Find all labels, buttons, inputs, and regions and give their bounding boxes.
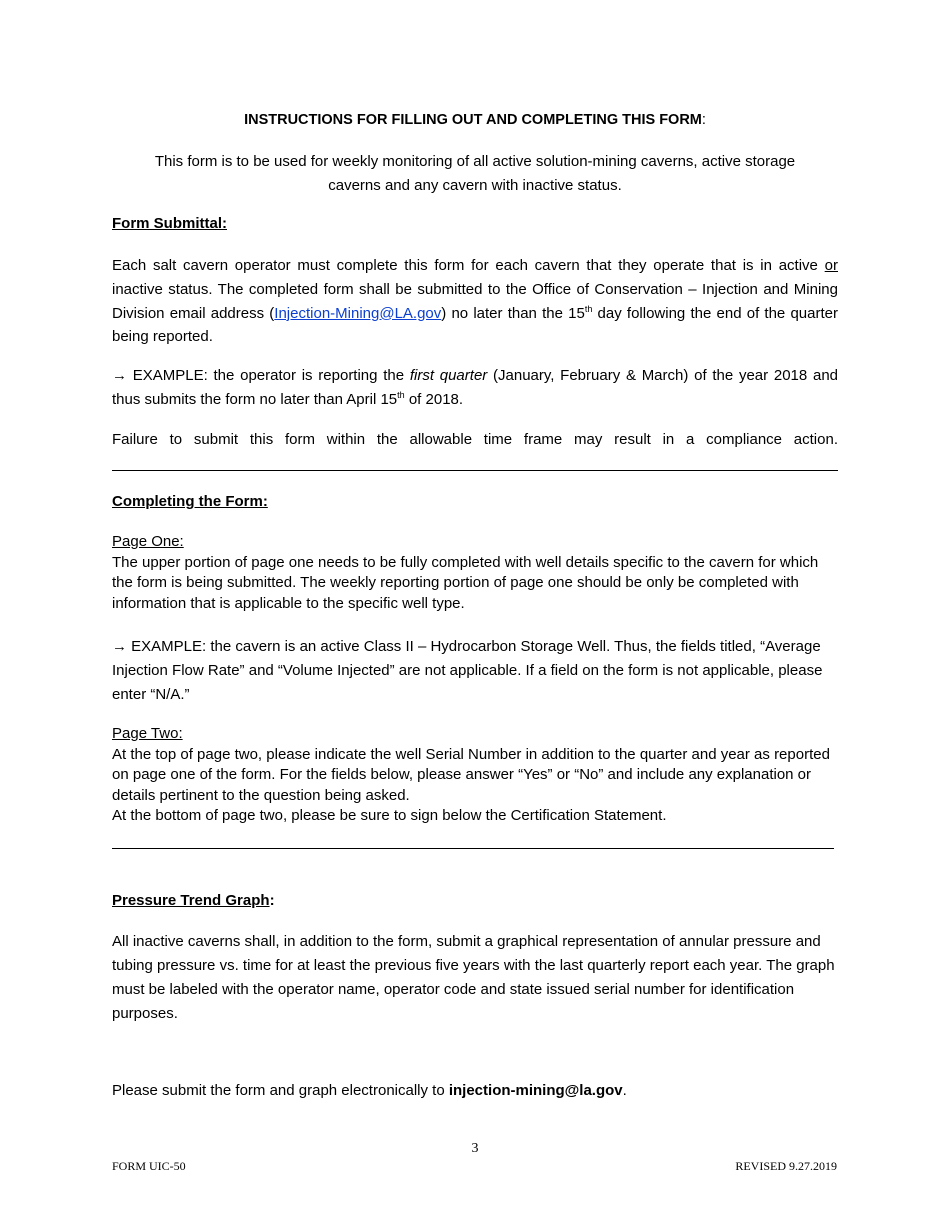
submittal-example (112, 364, 838, 412)
submittal-sup: th (584, 303, 593, 314)
example-emphasis: first quarter (409, 367, 488, 384)
revised-date: REVISED 9.27.2019 (735, 1159, 837, 1173)
intro-paragraph: This form is to be used for weekly monitoring of all active solution-mining caverns, active storage caverns and any cavern with inactive status. (154, 153, 796, 194)
arrow-icon: → (112, 367, 127, 384)
submit-email: injection-mining@la.gov (448, 1082, 623, 1099)
completing-heading: Completing the Form: (112, 493, 268, 510)
completing-example-text: EXAMPLE: the cavern is an active Class II – Hydrocarbon Storage Well. Thus, the fields titled, “Average Injection Flow Rate” and “Volume Injected” are not applicable. If a field on the form is not applicable, please enter “N/A.” (112, 638, 823, 703)
form-submittal-heading: Form Submittal: (112, 215, 227, 232)
page-two-section (112, 724, 838, 827)
page-one-label: Page One: (112, 533, 184, 550)
arrow-icon: → (112, 638, 127, 655)
page-title-text: INSTRUCTIONS FOR FILLING OUT AND COMPLETING THIS FORM (244, 112, 702, 128)
submittal-or: or (824, 257, 838, 274)
submit-text: Please submit the form and graph electronically to (112, 1082, 449, 1099)
page-number: 3 (471, 1141, 479, 1156)
underscore-divider (112, 848, 834, 849)
page-title (112, 112, 838, 128)
section-divider (112, 470, 838, 471)
example-text-a: EXAMPLE: the operator is reporting the (127, 367, 410, 384)
failure-notice: Failure to submit this form within the allowable time frame may result in a compliance action. (112, 431, 838, 448)
submittal-text-b: inactive status. The completed form shall be submitted to the Office of Conservation – Injection and Mining Division email address ( (112, 280, 838, 322)
submittal-text-a: Each salt cavern operator must complete this form for each cavern that they operate that is in active (112, 257, 825, 274)
completing-example (112, 635, 838, 707)
page-one-text: The upper portion of page one needs to be fully completed with well details specific to the cavern for which the form is being submitted. The weekly reporting portion of page one should be only be completed with information that is applicable to the specific well type. (112, 553, 819, 612)
form-id: FORM UIC-50 (112, 1159, 186, 1173)
example-text-b: (January, February & March) of the year 2018 and thus submits the form no later than April 15 (112, 367, 839, 408)
pressure-heading-text: Pressure Trend Graph (112, 892, 270, 909)
page-one-section (112, 532, 838, 614)
page-title-colon: : (701, 112, 706, 128)
pressure-heading (112, 892, 838, 909)
page-two-text-2: At the bottom of page two, please be sure to sign below the Certification Statement. (112, 807, 667, 825)
submit-instruction (112, 1082, 838, 1099)
injection-mining-email-link[interactable]: Injection-Mining@LA.gov (274, 304, 442, 322)
page-two-text: At the top of page two, please indicate the well Serial Number in addition to the quarter and year as reported on page one of the form. For the fields below, please answer “Yes” or “No” and include any explanation or details pertinent to the question being asked. (112, 745, 830, 804)
submit-end: . (622, 1082, 627, 1099)
pressure-paragraph: All inactive caverns shall, in addition to the form, submit a graphical representation of annular pressure and tubing pressure vs. time for at least the previous five years with the last quarterly report each year. The graph must be labeled with the operator name, operator code and state issued serial number for identification purposes. (112, 933, 835, 1022)
pressure-heading-colon: : (269, 892, 275, 909)
page-two-label: Page Two: (112, 725, 183, 742)
example-sup: th (397, 389, 405, 400)
submittal-text-d: day following the end of the quarter being reported. (112, 304, 838, 346)
submittal-paragraph (112, 254, 838, 349)
example-text-c: of 2018. (404, 390, 464, 408)
submittal-text-c: ) no later than the 15 (441, 304, 585, 322)
